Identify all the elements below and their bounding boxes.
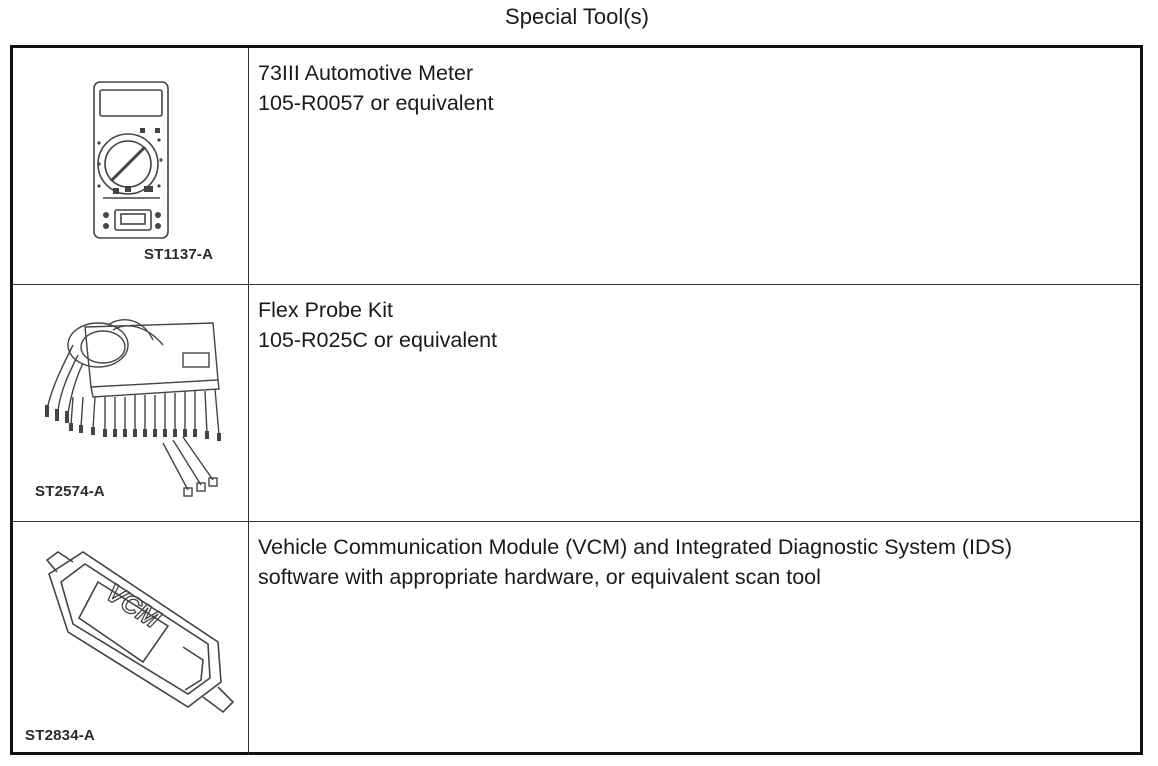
tool-part-number: 105-R0057 or equivalent [258,91,494,115]
tool-name: Flex Probe Kit [258,298,394,322]
tool-description [258,295,1134,355]
tool-row-automotive-meter [13,48,1140,285]
tool-image-code: ST2834-A [25,727,95,744]
special-tools-table [10,45,1143,755]
tool-image-cell [13,522,249,755]
tool-image-cell [13,48,249,284]
tool-description [258,532,1134,592]
vcm-module-icon [13,522,248,754]
tool-image-cell [13,285,249,521]
tool-row-flex-probe-kit [13,285,1140,522]
tool-name: 73III Automotive Meter [258,61,474,85]
tool-image-code: ST1137-A [144,246,214,263]
tool-image-code: ST2574-A [35,483,105,500]
tool-description [258,58,1134,118]
tool-part-number: software with appropriate hardware, or equivalent scan tool [258,565,821,589]
page-title: Special Tool(s) [505,4,649,29]
tool-part-number: 105-R025C or equivalent [258,328,498,352]
tool-row-vcm [13,522,1140,755]
vcm-logo-text: VCM [100,577,166,634]
tool-name: Vehicle Communication Module (VCM) and Integrated Diagnostic System (IDS) [258,535,1013,559]
